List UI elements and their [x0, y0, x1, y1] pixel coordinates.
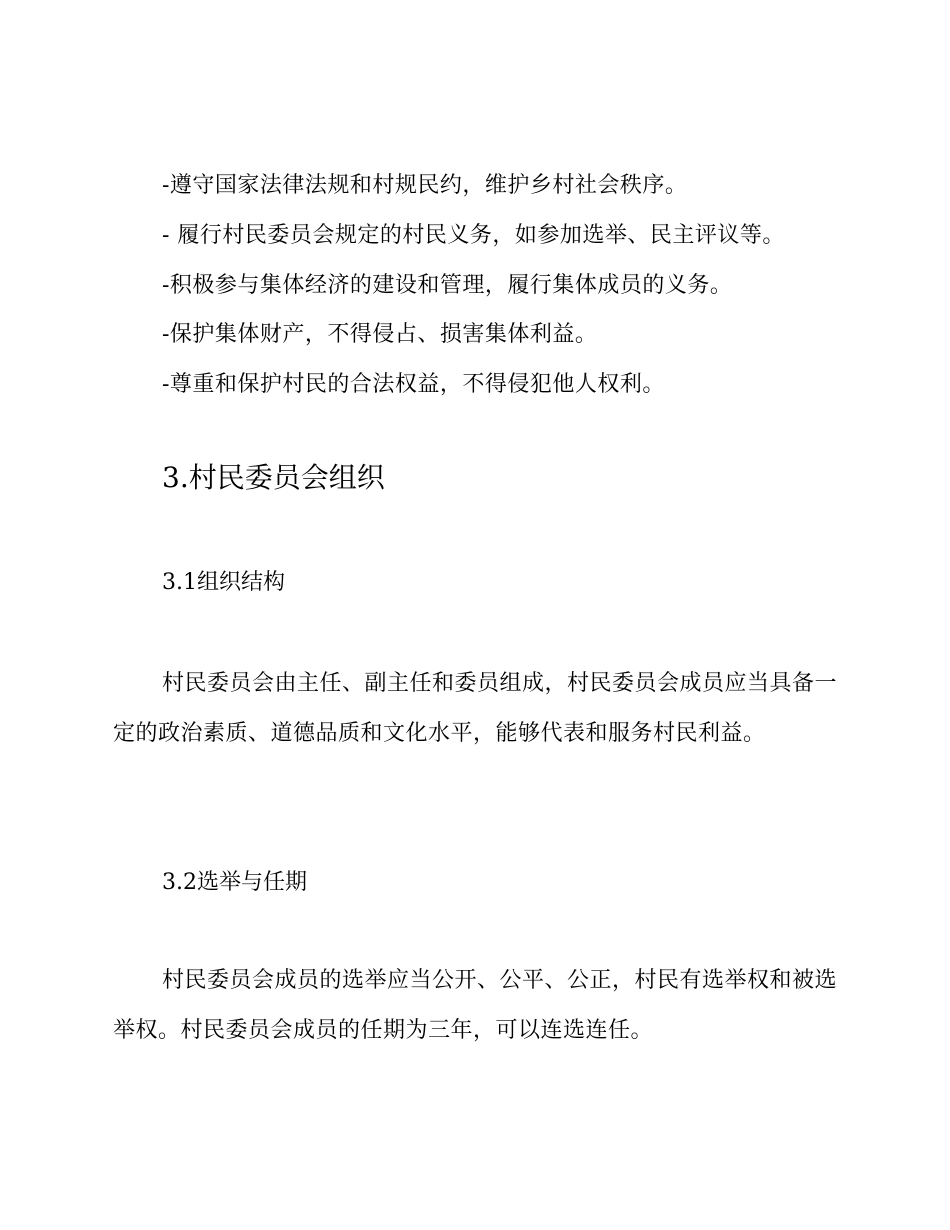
- paragraph-election-term: 村民委员会成员的选举应当公开、公平、公正，村民有选举权和被选举权。村民委员会成员的任期为三年，可以连选连任。: [113, 968, 838, 1043]
- bullet-item: -遵守国家法律法规和村规民约，维护乡村社会秩序。: [162, 173, 688, 198]
- bullet-item: - 履行村民委员会规定的村民义务，如参加选举、民主评议等。: [162, 223, 785, 248]
- subsection-heading-election-term: 3.2选举与任期: [162, 870, 307, 895]
- bullet-item: -积极参与集体经济的建设和管理，履行集体成员的义务。: [162, 273, 733, 298]
- subsection-heading-organization-structure: 3.1组织结构: [162, 570, 285, 595]
- section-heading: 3.村民委员会组织: [162, 461, 385, 494]
- bullet-item: -尊重和保护村民的合法权益，不得侵犯他人权利。: [162, 372, 665, 397]
- bullet-item: -保护集体财产，不得侵占、损害集体利益。: [162, 322, 598, 347]
- paragraph-organization-structure: 村民委员会由主任、副主任和委员组成，村民委员会成员应当具备一定的政治素质、道德品质和文化水平，能够代表和服务村民利益。: [113, 671, 838, 746]
